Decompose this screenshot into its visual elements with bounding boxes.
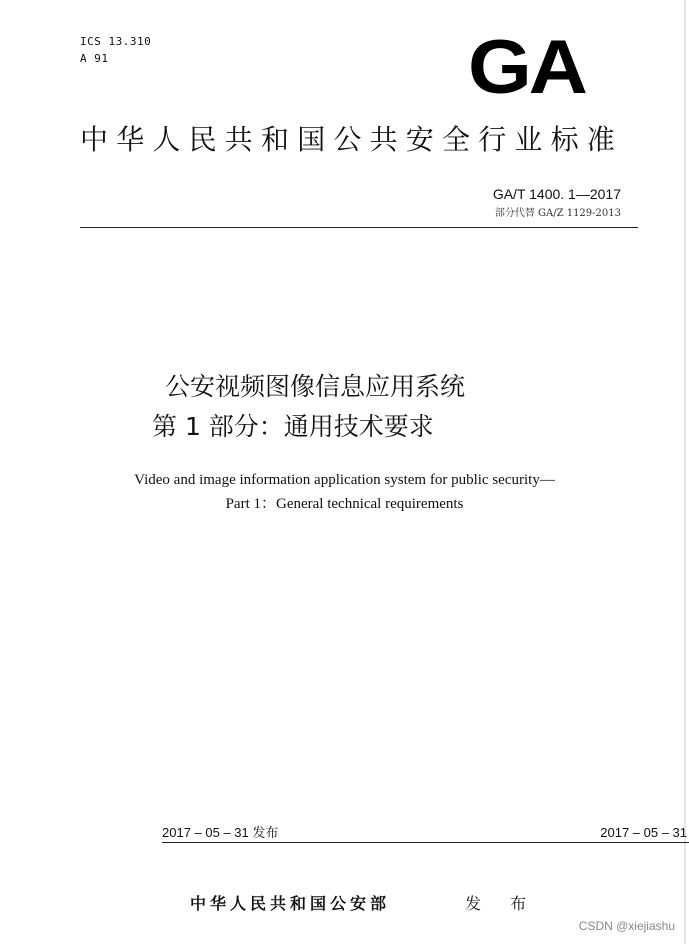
english-title-line-1: Video and image information application system for public security— <box>134 472 555 488</box>
replaces-note: 部分代替 GA/Z 1129-2013 <box>494 208 621 219</box>
standard-number: GA/T 1400. 1—2017 <box>492 186 621 202</box>
issue-label: 发 布 <box>465 894 539 913</box>
issuing-authority: 中华人民共和国公安部 <box>190 894 391 913</box>
publish-date: 2017 – 05 – 31 发布 <box>162 825 279 840</box>
chinese-title-line-1: 公安视频图像信息应用系统 <box>165 372 466 401</box>
header-rule <box>80 227 638 228</box>
implement-date: 2017 – 05 – 31 <box>600 825 687 840</box>
footer-rule <box>162 842 689 843</box>
standard-category-title: 中华人民共和国公共安全行业标准 <box>80 123 624 156</box>
watermark: CSDN @xiejiashu <box>578 919 675 933</box>
english-title-line-2: Part 1：General technical requirements <box>225 496 464 512</box>
ga-logo: GA <box>468 25 585 110</box>
ccs-code: A 91 <box>80 52 109 65</box>
ics-code: ICS 13.310 <box>80 35 152 48</box>
chinese-title-line-2: 第 1 部分：通用技术要求 <box>152 412 434 441</box>
classification-block <box>80 33 151 67</box>
